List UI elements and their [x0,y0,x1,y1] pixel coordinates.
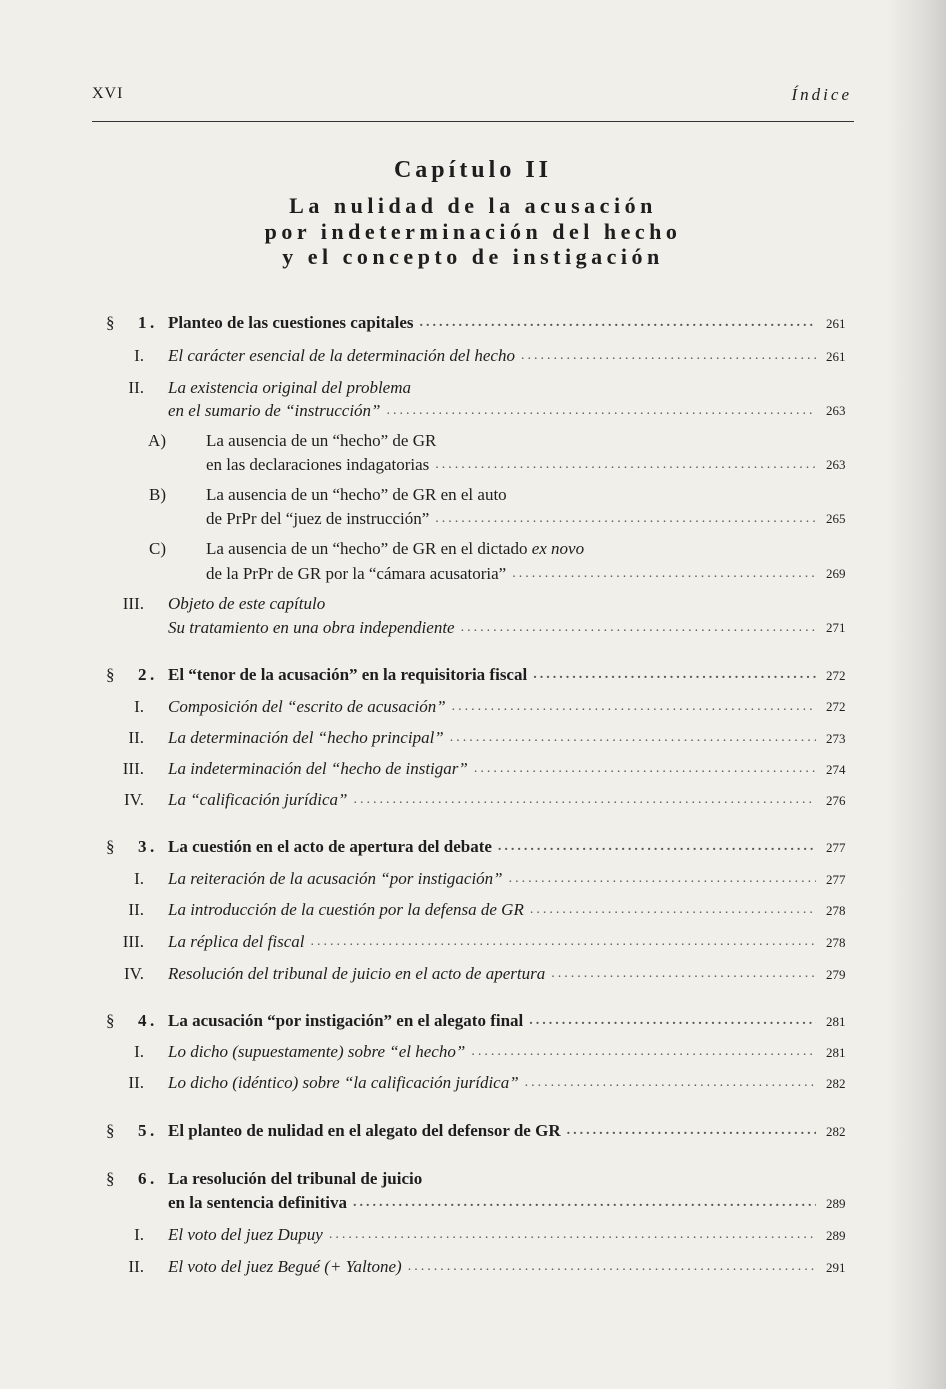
toc-entry-text: La ausencia de un “hecho” de GR en el auto [206,485,507,504]
toc-entry-label: IV. [124,790,144,809]
leader-dots [529,1010,816,1032]
toc-entry-line [206,430,816,452]
section-symbol: § [106,1121,115,1140]
toc-entry-text: El voto del juez Begué (+ Yaltone) [168,1257,402,1276]
toc-entry-label: I. [134,346,144,365]
toc-entry-text: El carácter esencial de la determinación del hecho [168,346,515,365]
toc-page-number: 278 [826,935,846,950]
toc-page-number: 289 [826,1196,846,1211]
leader-dots [509,868,816,890]
toc-entry-text: La introducción de la cuestión por la defensa de GR [168,900,524,919]
toc-page-number: 263 [826,457,846,472]
toc-page-number: 279 [826,967,846,982]
toc-entry-line [168,789,816,811]
section-number-dot: . [150,313,155,332]
toc-entry-line [168,899,816,921]
leader-dots [435,508,816,530]
toc-entry-text [206,538,584,560]
leader-dots [450,727,816,749]
toc-entry-label: II. [128,900,144,919]
toc-entry-text: Planteo de las cuestiones capitales [168,313,414,332]
toc-entry-text: La existencia original del problema [168,378,412,397]
leader-dots [435,454,816,476]
toc-entry-label: II. [128,378,144,397]
toc-entry-label: I. [134,1042,144,1061]
toc-entry-label: B) [149,485,166,504]
toc-entry-line [168,377,816,399]
section-symbol: § [106,313,115,332]
section-number: 6 [138,1169,147,1188]
toc-page-number: 272 [826,699,846,714]
section-symbol: § [106,837,115,856]
leader-dots [452,696,816,718]
section-number-dot: . [150,1011,155,1030]
toc-entry-label: II. [128,1257,144,1276]
toc-entry-line [168,963,816,985]
toc-entry-text: La réplica del fiscal [168,932,305,951]
toc-entry-label: III. [122,594,144,613]
page-number: XVI [92,85,124,102]
toc-entry-line [168,1224,816,1246]
toc-entry-line [206,508,816,530]
toc-entry-label: II. [128,1073,144,1092]
toc-entry-text: Lo dicho (idéntico) sobre “la calificación jurídica” [168,1073,519,1092]
toc-page-number: 263 [826,403,846,418]
toc-entry-line [168,727,816,749]
toc-page-number: 261 [826,349,846,364]
toc-entry-text: Lo dicho (supuestamente) sobre “el hecho” [168,1042,466,1061]
toc-page-number: 281 [826,1045,846,1060]
toc-entry-label: IV. [124,964,144,983]
leader-dots [461,617,816,639]
toc-entry-label: III. [122,759,144,778]
toc-page-number: 261 [826,316,846,331]
toc-page-number: 281 [826,1014,846,1029]
toc-entry-label: III. [122,932,144,951]
toc-entry-label: I. [134,697,144,716]
toc-entry-text: La acusación “por instigación” en el alegato final [168,1011,524,1030]
toc-entry-line [206,484,816,506]
header-rule [92,121,854,122]
leader-dots [310,931,816,953]
section-symbol: § [106,1011,115,1030]
section-number: 5 [138,1121,147,1140]
leader-dots [530,899,816,921]
toc-page-number: 269 [826,566,846,581]
toc-entry-text: Resolución del tribunal de juicio en el acto de apertura [168,964,546,983]
toc-entry-line [168,1072,816,1094]
section-number: 4 [138,1011,147,1030]
toc-entry-text: La indeterminación del “hecho de instigar” [168,759,468,778]
toc-entry-line [168,931,816,953]
toc-entry-line [168,1256,816,1278]
toc-entry-text: La “calificación jurídica” [168,790,348,809]
leader-dots [512,563,816,585]
toc-entry-text: en las declaraciones indagatorias [206,455,430,474]
leader-dots [353,789,816,811]
page-edge-shadow [886,0,946,1389]
leader-dots [498,836,816,858]
leader-dots [474,758,816,780]
leader-dots [408,1256,816,1278]
toc-page-number: 273 [826,731,846,746]
toc-entry-label: II. [128,728,144,747]
toc-entry-text: El planteo de nulidad en el alegato del defensor de GR [168,1121,561,1140]
leader-dots [329,1224,816,1246]
toc-entry-text: La determinación del “hecho principal” [168,728,444,747]
leader-dots [471,1041,816,1063]
toc-entry-line [168,593,816,615]
toc-entry-line [168,664,816,686]
toc-page-number: 278 [826,903,846,918]
toc-entry-line [168,617,816,639]
toc-entry-text: La reiteración de la acusación “por instigación” [168,869,503,888]
toc-entry-label: I. [134,869,144,888]
toc-page-number: 276 [826,793,846,808]
leader-dots [551,963,816,985]
section-number: 3 [138,837,147,856]
toc-entry-text: en el sumario de “instrucción” [168,401,381,420]
toc-entry-line [168,1010,816,1032]
toc-entry-label: A) [148,431,166,450]
toc-page-number: 277 [826,872,846,887]
leader-dots [420,312,816,334]
toc-entry-line [168,758,816,780]
toc-entry-text-part: La ausencia de un “hecho” de GR en el dictado [206,539,532,558]
toc-entry-label: I. [134,1225,144,1244]
toc-entry-text: La ausencia de un “hecho” de GR [206,431,437,450]
toc-entry-text: Su tratamiento en una obra independiente [168,618,455,637]
running-title: Índice [791,85,852,104]
toc-entry-text: Composición del “escrito de acusación” [168,697,446,716]
section-number: 2 [138,665,147,684]
leader-dots [387,400,817,422]
toc-entry-text: La resolución del tribunal de juicio [168,1169,423,1188]
section-symbol: § [106,1169,115,1188]
toc-entry-label: C) [149,539,166,558]
section-number-dot: . [150,665,155,684]
leader-dots [353,1192,816,1214]
toc-entry-text: de la PrPr de GR por la “cámara acusatoria” [206,564,507,583]
toc-page-number: 282 [826,1124,846,1139]
toc-entry-line [206,538,816,560]
toc-entry-line [168,345,816,367]
chapter-title-line: La nulidad de la acusación [289,193,657,218]
toc-page-number: 274 [826,762,846,777]
section-number: 1 [138,313,147,332]
toc-entry-line [168,1192,816,1214]
toc-entry-line [168,400,816,422]
toc-page-number: 291 [826,1260,846,1275]
leader-dots [567,1120,816,1142]
leader-dots [525,1072,816,1094]
toc-entry-text: La cuestión en el acto de apertura del debate [168,837,492,856]
toc-entry-text: El “tenor de la acusación” en la requisitoria fiscal [168,665,528,684]
toc-entry-text: de PrPr del “juez de instrucción” [206,509,430,528]
leader-dots [521,345,816,367]
section-number-dot: . [150,837,155,856]
leader-dots [533,664,816,686]
section-symbol: § [106,665,115,684]
toc-entry-line [168,868,816,890]
toc-entry-text: Objeto de este capítulo [168,594,326,613]
chapter-title-line: y el concepto de instigación [282,244,664,269]
toc-entry-text-italic: ex novo [531,539,585,558]
toc-page-number: 289 [826,1228,846,1243]
toc-page-number: 282 [826,1076,846,1091]
toc-page-number: 272 [826,668,846,683]
chapter-title-line: por indeterminación del hecho [264,219,682,244]
section-number-dot: . [150,1169,155,1188]
toc-entry-line [168,312,816,334]
toc-page-number: 265 [826,511,846,526]
toc-entry-line [168,696,816,718]
toc-entry-line [168,1041,816,1063]
section-number-dot: . [150,1121,155,1140]
toc-page-number: 271 [826,620,846,635]
toc-entry-text: El voto del juez Dupuy [168,1225,323,1244]
toc-entry-line [168,1168,816,1190]
toc-entry-line [206,563,816,585]
toc-entry-line [168,836,816,858]
chapter-label: Capítulo II [393,157,553,183]
toc-entry-text: en la sentencia definitiva [168,1193,347,1212]
toc-page-number: 277 [826,840,846,855]
toc-entry-line [206,454,816,476]
toc-entry-line [168,1120,816,1142]
